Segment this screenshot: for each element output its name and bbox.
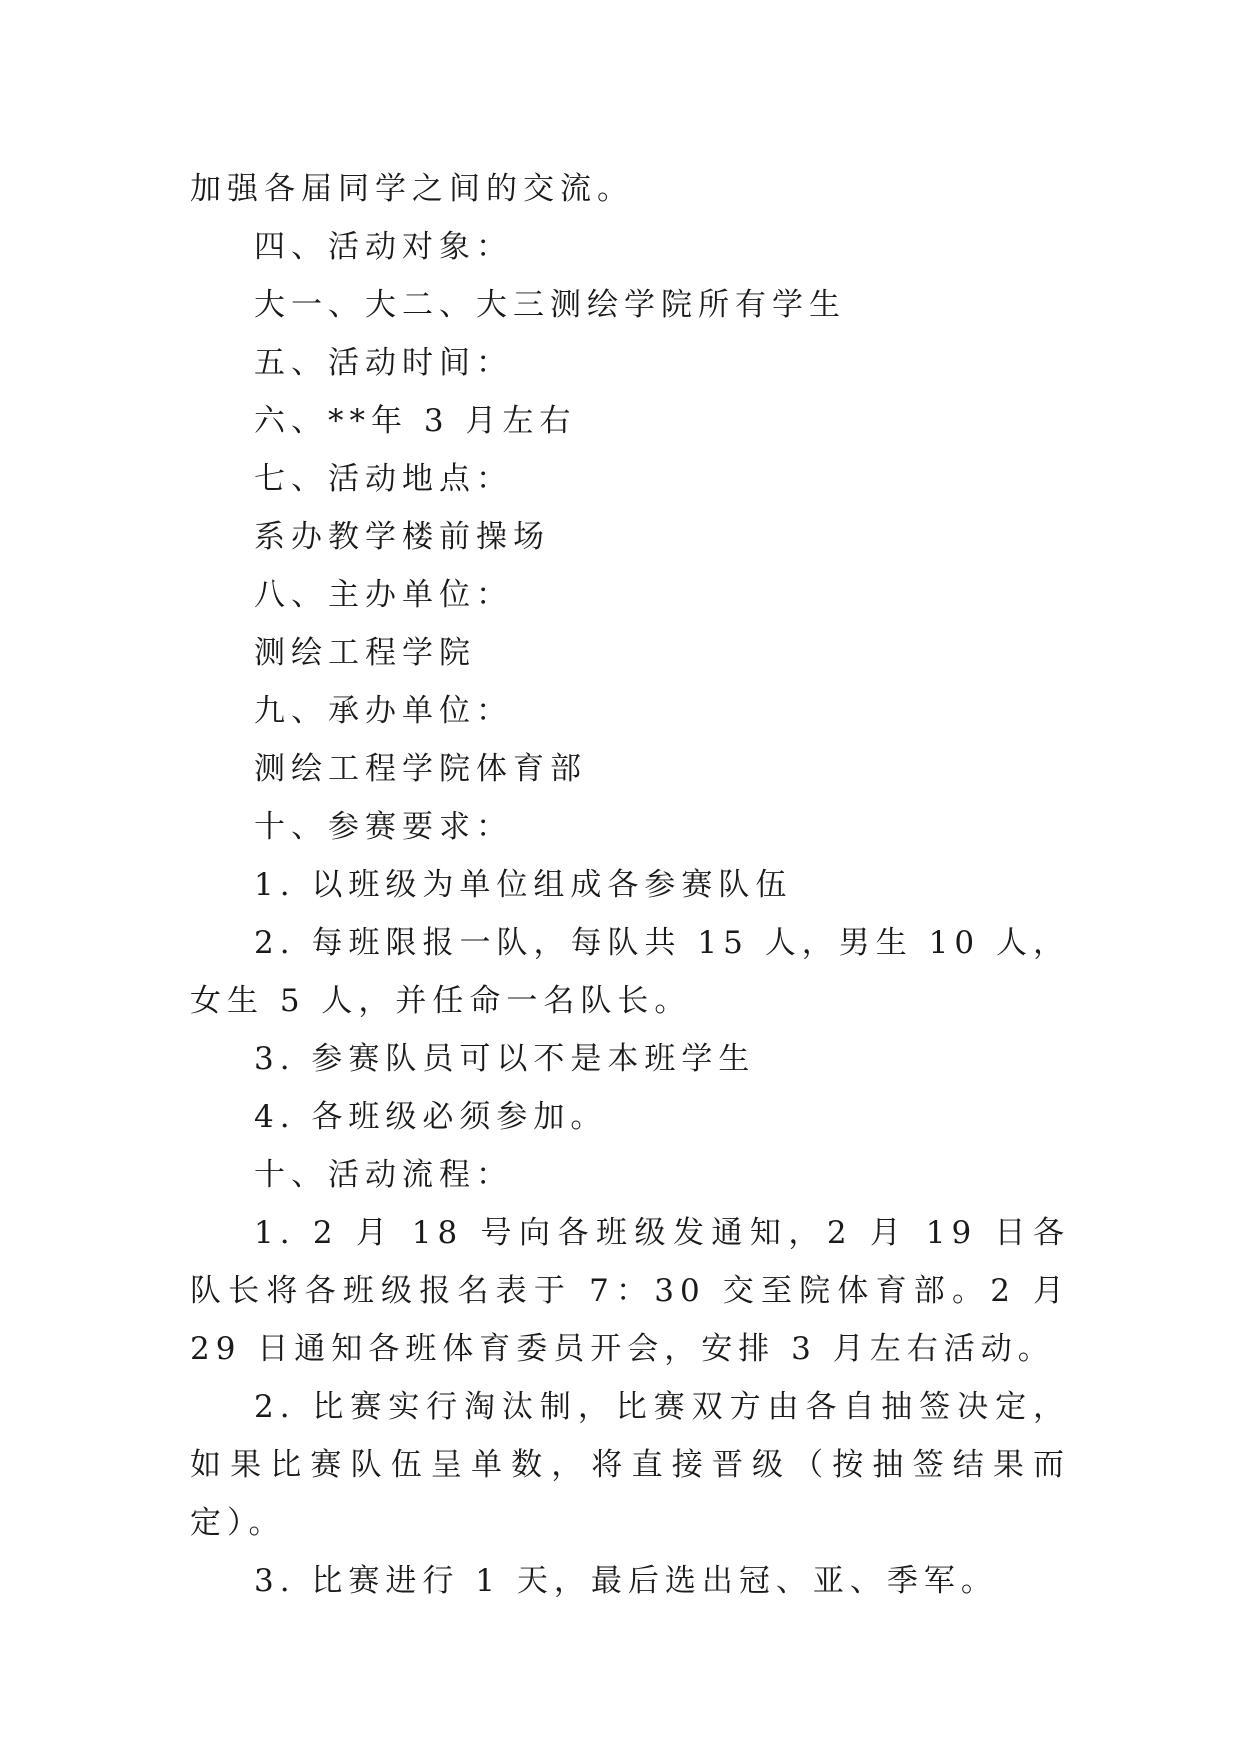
requirement-item-1: 1. 以班级为单位组成各参赛队伍 <box>254 867 793 903</box>
paragraph-activity-location: 系办教学楼前操场 <box>254 519 550 555</box>
paragraph-intro-continuation: 加强各届同学之间的交流。 <box>190 171 634 207</box>
paragraph-activity-target: 大一、大二、大三测绘学院所有学生 <box>254 287 846 323</box>
heading-activity-time: 五、活动时间： <box>254 345 513 381</box>
heading-activity-target: 四、活动对象： <box>254 229 513 265</box>
document-body <box>190 160 1070 1610</box>
process-item-3: 3. 比赛进行 1 天，最后选出冠、亚、季军。 <box>254 1563 998 1599</box>
requirement-item-3: 3. 参赛队员可以不是本班学生 <box>254 1041 756 1077</box>
requirement-item-2: 2. 每班限报一队，每队共 15 人，男生 10 人，女生 5 人，并任命一名队长。 <box>190 925 1070 1019</box>
heading-organizer: 八、主办单位： <box>254 577 513 613</box>
requirement-item-4: 4. 各班级必须参加。 <box>254 1099 608 1135</box>
heading-activity-location: 七、活动地点： <box>254 461 513 497</box>
process-item-2: 2. 比赛实行淘汰制，比赛双方由各自抽签决定，如果比赛队伍呈单数，将直接晋级（按抽签结果而定）。 <box>190 1389 1070 1541</box>
heading-process: 十、活动流程： <box>254 1157 513 1193</box>
heading-requirements: 十、参赛要求： <box>254 809 513 845</box>
paragraph-organizer: 测绘工程学院 <box>254 635 476 671</box>
paragraph-co-organizer: 测绘工程学院体育部 <box>254 751 587 787</box>
paragraph-activity-time: 六、**年 3 月左右 <box>254 403 577 439</box>
heading-co-organizer: 九、承办单位： <box>254 693 513 729</box>
process-item-1: 1. 2 月 18 号向各班级发通知，2 月 19 日各队长将各班级报名表于 7：30 交至院体育部。2 月 29 日通知各班体育委员开会，安排 3 月左右活动。 <box>190 1215 1070 1367</box>
